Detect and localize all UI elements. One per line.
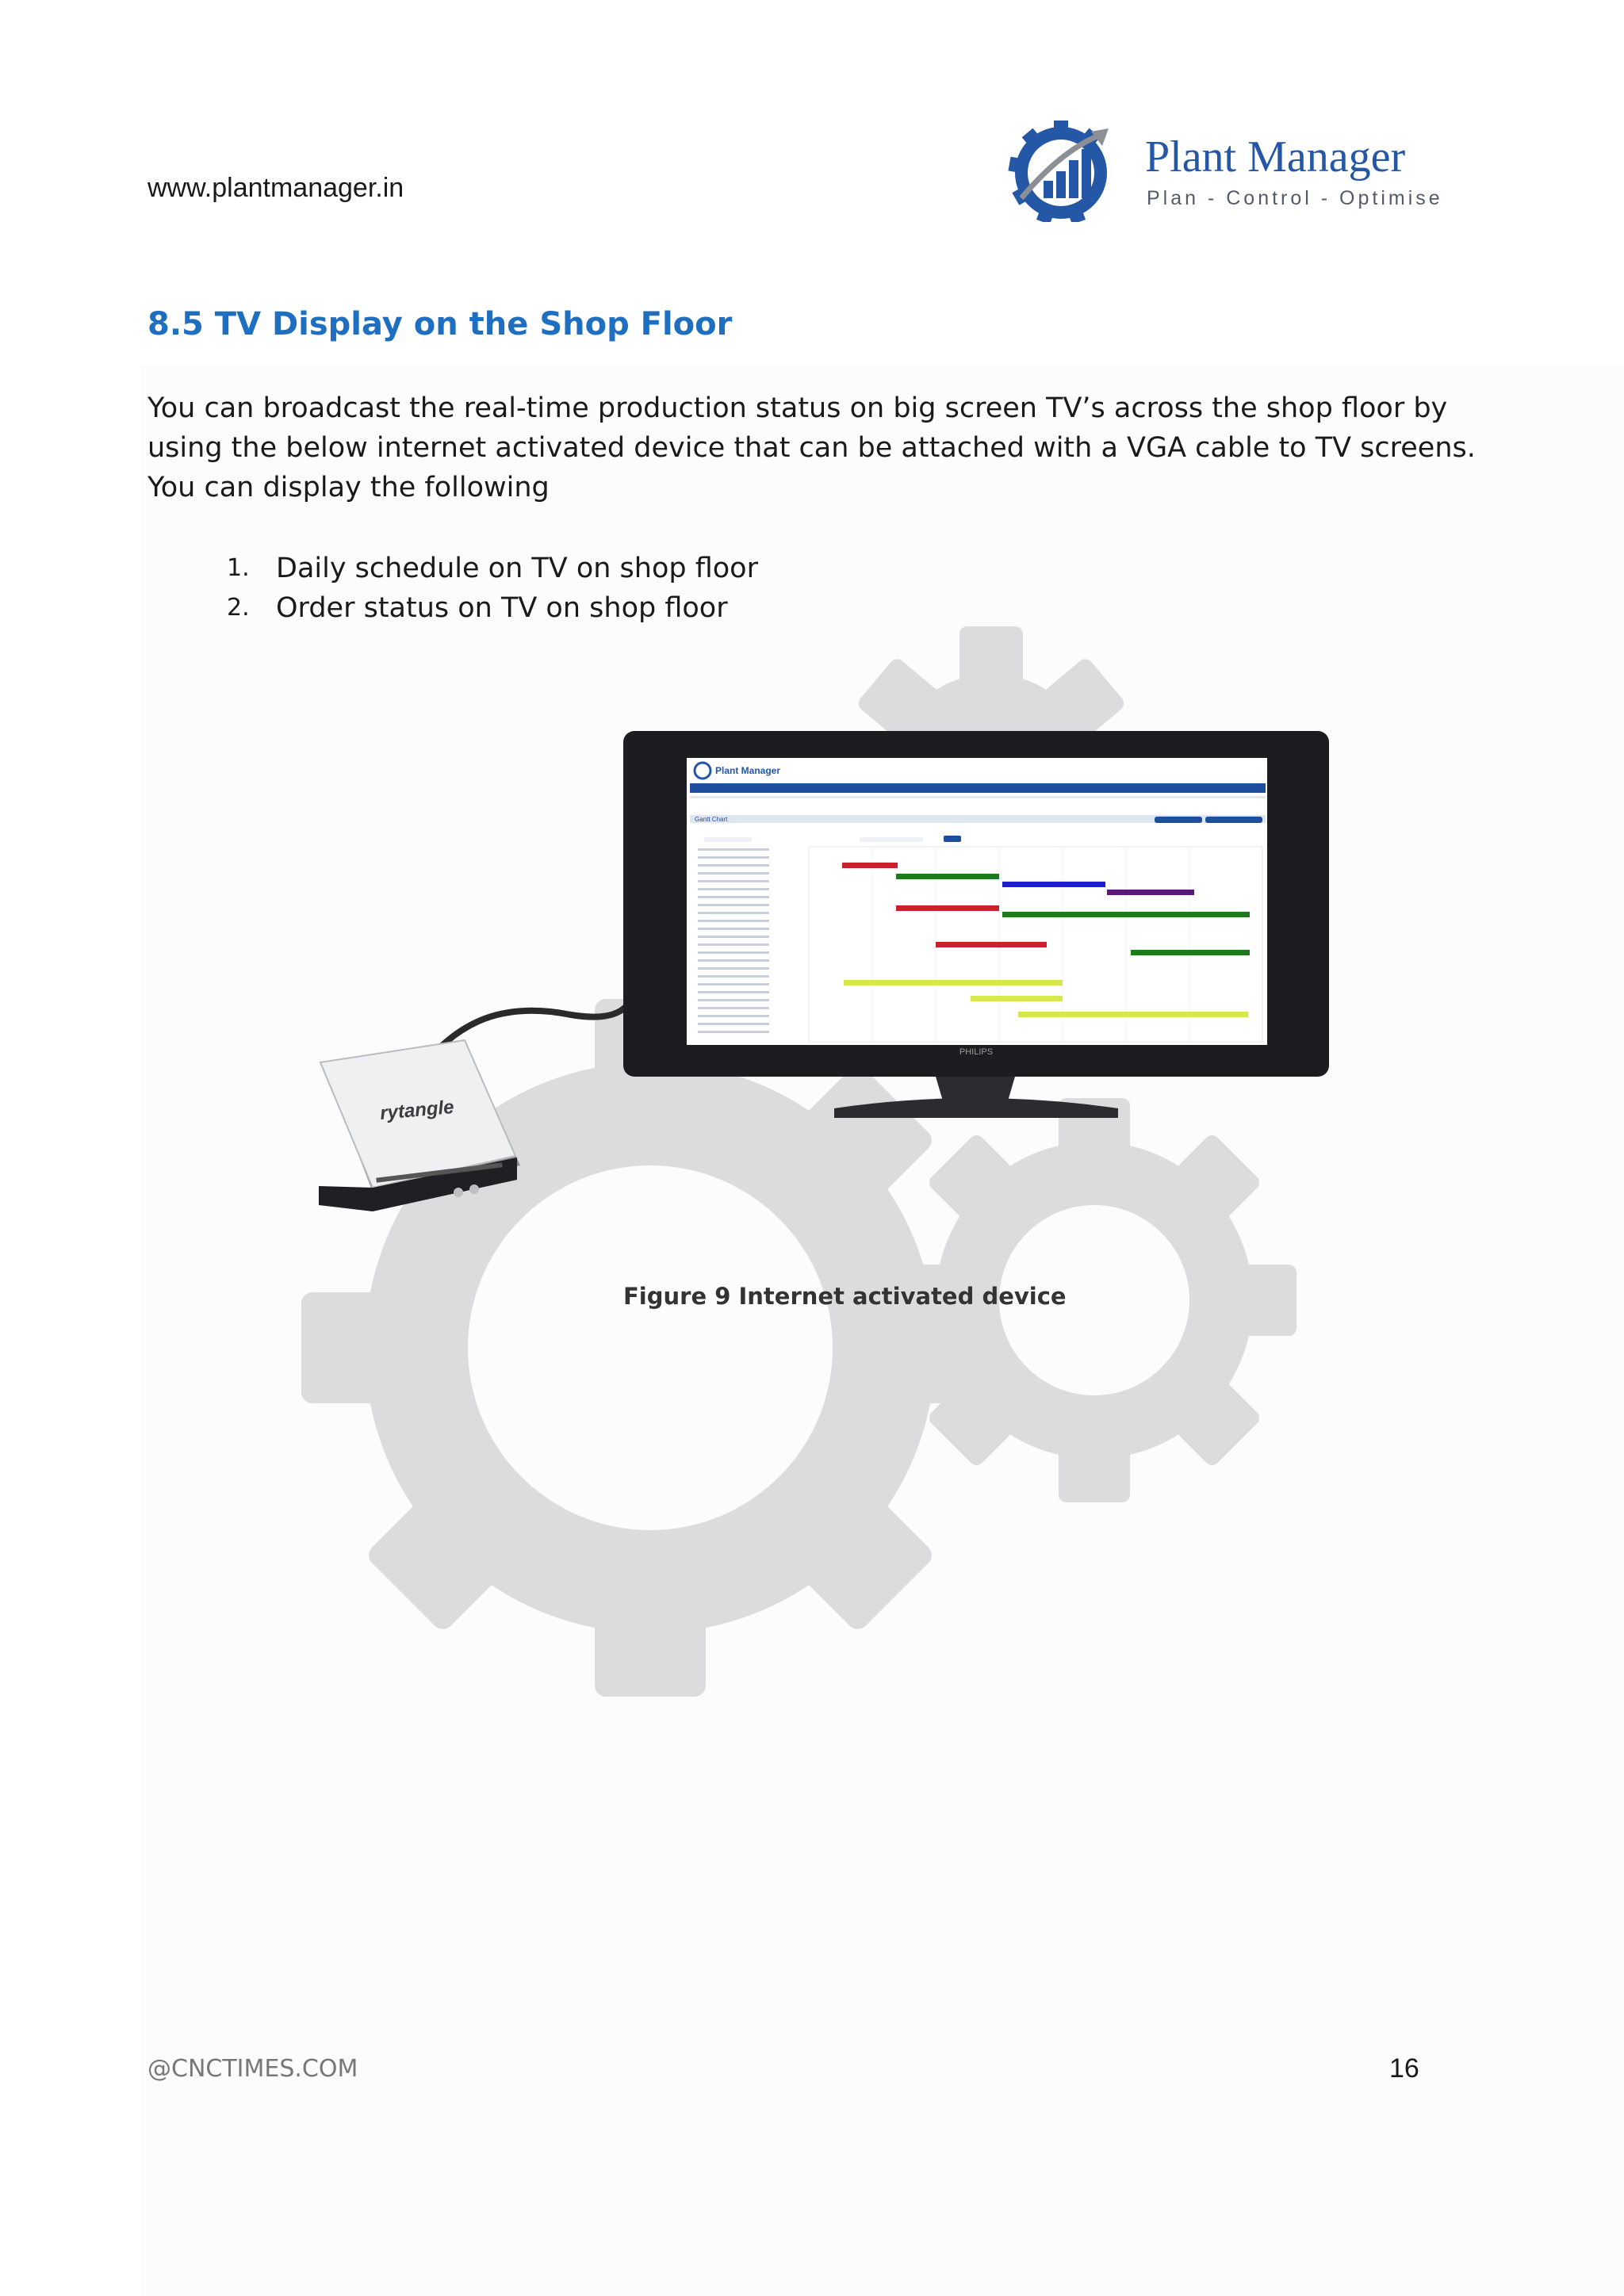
- footer-source: @CNCTIMES.COM: [147, 2055, 358, 2083]
- logo-tagline: Plan - Control - Optimise: [1147, 187, 1443, 209]
- rytangle-device: [319, 1040, 520, 1211]
- list-item-text: Order status on TV on shop floor: [276, 592, 728, 624]
- list-item-number: 2.: [227, 594, 250, 622]
- screen-app-title: Plant Manager: [715, 765, 781, 776]
- tv-brand-label: PHILIPS: [959, 1047, 994, 1057]
- logo-name: Plant Manager: [1145, 132, 1406, 182]
- device-brand-label: rytangle: [379, 1096, 455, 1124]
- page-number: 16: [1389, 2053, 1419, 2084]
- section-paragraph: You can broadcast the real-time production status on big screen TV’s across the shop floor by using the below internet activated device that can be attached with a VGA cable to TV screens. You can display the following: [147, 392, 1476, 503]
- figure-caption: Figure 9 Internet activated device: [623, 1283, 1067, 1310]
- header-website-url: www.plantmanager.in: [147, 173, 404, 203]
- screen-gantt-title: Gantt Chart: [695, 816, 728, 823]
- tv-monitor: [623, 731, 1329, 1118]
- section-heading: 8.5 TV Display on the Shop Floor: [147, 306, 733, 342]
- list-item-number: 1.: [227, 554, 250, 582]
- list-item-text: Daily schedule on TV on shop floor: [276, 553, 758, 584]
